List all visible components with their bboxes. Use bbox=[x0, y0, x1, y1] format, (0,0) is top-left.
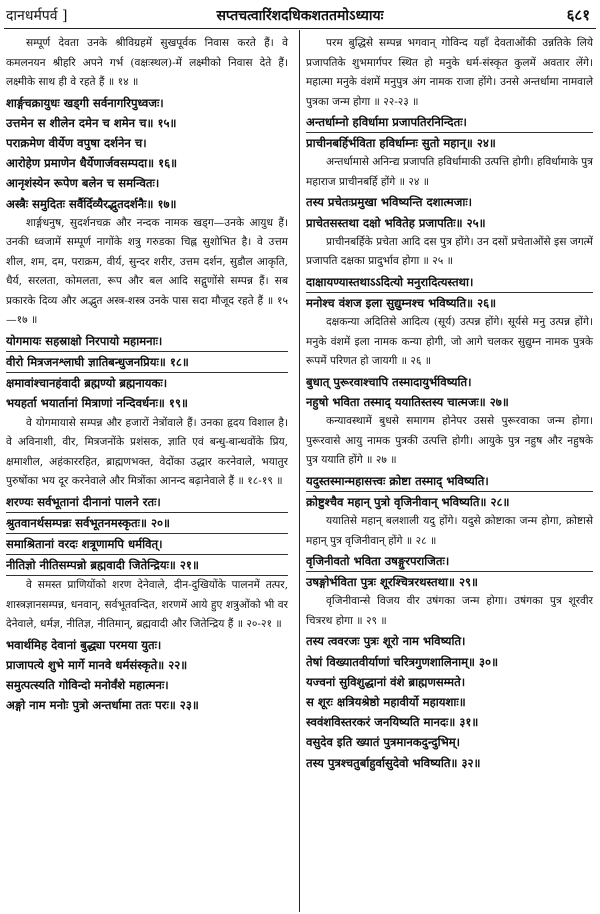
sanskrit-verse-line: वृजिनीवतो भविता उषङ्गुरपराजितः। bbox=[306, 551, 593, 572]
sanskrit-verse-line: आनृशंस्येन रूपेण बलेन च समन्वितः। bbox=[6, 176, 160, 191]
sanskrit-verse-line: तस्य प्रचेतःप्रमुखा भविष्यन्ति दशात्मजाः। bbox=[306, 195, 473, 210]
sanskrit-verse-line: समुत्पत्स्यति गोविन्दो मनोर्वंशे महात्मनः। bbox=[6, 678, 169, 693]
sanskrit-verse-line: पराक्रमेण वीर्येण वपुषा दर्शनेन च। bbox=[6, 135, 147, 150]
hindi-translation-paragraph: परम बुद्धिसे सम्पन्न भगवान् गोविन्द यहाँ देवताओंकी उन्नतिके लिये प्रजापतिके शुभमार्गपर स्थित हो मनुके धर्म-संस्कृत कुलमें अवतार लेंगे। महात्मा मनुके वंशमें मनुपुत्र अंग नामक राजा होंगे। उनसे अन्तर्धामा नामवाले पुत्रका जन्म होगा ॥ २२-२३ ॥ bbox=[306, 37, 593, 108]
sanskrit-verse-line: क्रोष्टुश्चैव महान् पुत्रो वृजिनीवान् भविष्यति॥ २८॥ bbox=[306, 494, 510, 509]
left-column bbox=[6, 34, 288, 716]
sanskrit-verse-line: वीरो मित्रजनश्लाघी ज्ञातिबन्धुजनप्रियः॥ १८॥ bbox=[6, 352, 288, 373]
sanskrit-verse-line: क्षमावांश्चानहंवादी ब्रह्मण्यो ब्रह्मनायकः। bbox=[6, 376, 168, 391]
hindi-translation-paragraph: वृजिनीवान्से विजय वीर उषंगका जन्म होगा। उषंगका पुत्र शूरवीर चित्ररथ होगा ॥ २९ ॥ bbox=[306, 595, 593, 627]
sanskrit-verse-line: उत्तमेन स शीलेन दमेन च शमेन च॥ १५॥ bbox=[6, 115, 177, 130]
sanskrit-verse-line: श्रुतवानर्थसम्पन्नः सर्वभूतनमस्कृतः॥ २०॥ bbox=[6, 513, 288, 534]
sanskrit-verse-line: स शूरः क्षत्रियश्रेष्ठो महावीर्यो महायशाः॥ bbox=[306, 695, 466, 710]
sanskrit-verse-line: प्राचीनबर्हिर्भविता हविर्धाम्नः सुतो महान्॥ २४॥ bbox=[306, 136, 496, 151]
sanskrit-verse-line: भवार्थमिह देवानां बुद्ध्या परमया युतः। bbox=[6, 637, 162, 652]
hindi-translation-paragraph: ययातिसे महान् बलशाली यदु होंगे। यदुसे क्रोष्टाका जन्म होगा, क्रोष्टासे महान् पुत्र वृजिनीवान् होंगे ॥ २८ ॥ bbox=[306, 515, 593, 547]
chapter-title: सप्तचत्वारिंशदधिकशततमोऽध्यायः bbox=[216, 8, 384, 24]
page-number: ६८१ bbox=[566, 6, 590, 24]
hindi-translation-paragraph: अन्तर्धामासे अनिन्द्य प्रजापति हविर्धामाकी उत्पत्ति होगी। हविर्धामाके पुत्र महाराज प्राचीनबर्हि होंगे ॥ २४ ॥ bbox=[306, 156, 593, 188]
page-header bbox=[0, 0, 600, 30]
sanskrit-verse-line: स्ववंशविस्तरकरं जनयिष्यति मानदः॥ ३१॥ bbox=[306, 715, 479, 730]
hindi-translation-paragraph: वे योगमायासे सम्पन्न और हजारों नेत्रोंवाले हैं। उनका हृदय विशाल है। वे अविनाशी, वीर, मित्रजनोंके प्रशंसक, ज्ञाति एवं बन्धु-बान्धवोंके प्रिय, क्षमाशील, अहंकाररहित, ब्राह्मणभक्त, वेदोंका उद्धार करनेवाले, भयातुर पुरुषोंका भय दूर करनेवाले और मित्रोंका आनन्द बढ़ानेवाले हैं ॥ १८-१९ ॥ bbox=[6, 416, 288, 488]
section-title: दानधर्मपर्व ] bbox=[6, 8, 68, 24]
sanskrit-verse-line: यज्वनां सुविशुद्धानां वंशे ब्राह्मणसम्मते। bbox=[306, 674, 466, 689]
sanskrit-verse-line: आरोहेण प्रमाणेन धैर्येणार्जवसम्पदा॥ १६॥ bbox=[6, 156, 178, 171]
sanskrit-verse-line: समाश्रितानां वरदः शत्रूणामपि धर्मवित्। bbox=[6, 534, 288, 555]
hindi-translation-paragraph: कन्यावस्थामें बुधसे समागम होनेपर उससे पुरूरवाका जन्म होगा। पुरूरवासे आयु नामक पुत्रकी उत्पत्ति होगी। आयुके पुत्र नहुष और नहुषके पुत्र ययाति होंगे ॥ २७ ॥ bbox=[306, 415, 593, 467]
sanskrit-verse-line: नहुषो भविता तस्माद् ययातिस्तस्य चात्मजः॥ २७॥ bbox=[306, 394, 509, 409]
sanskrit-verse-line: अन्तर्धाम्नो हविर्धामा प्रजापतिरनिन्दितः। bbox=[306, 112, 593, 133]
hindi-translation-paragraph: प्राचीनबर्हिके प्रचेता आदि दस पुत्र होंगे। उन दसों प्रचेताओंसे इस जगत्में प्रजापति दक्षका प्रादुर्भाव होगा ॥ २५ ॥ bbox=[306, 235, 593, 268]
sanskrit-verse-line: भयहर्ता भयार्तानां मित्राणां नन्दिवर्धनः॥ १९॥ bbox=[6, 396, 188, 411]
sanskrit-verse-line: दाक्षायण्यास्तथाऽऽदित्यो मनुरादित्यस्तथा। bbox=[306, 272, 593, 293]
column-divider bbox=[299, 30, 300, 912]
sanskrit-verse-line: योगमायः सहस्राक्षो निरपायो महामनाः। bbox=[6, 331, 288, 352]
sanskrit-verse-line: यदुस्तस्मान्महासत्त्वः क्रोष्टा तस्माद् भविष्यति। bbox=[306, 471, 593, 492]
sanskrit-verse-line: अङ्गो नाम मनोः पुत्रो अन्तर्धामा ततः परः॥ २३॥ bbox=[6, 698, 199, 713]
sanskrit-verse-line: वसुदेव इति ख्यातं पुत्रमानकदुन्दुभिम्। bbox=[306, 735, 461, 750]
right-column bbox=[306, 34, 593, 773]
sanskrit-verse-line: उषङ्गोर्भविता पुत्रः शूरश्चित्ररथस्तथा॥ २९॥ bbox=[306, 575, 478, 590]
header-rule bbox=[4, 28, 596, 29]
sanskrit-verse-line: मनोश्च वंशज इला सुद्युम्नश्च भविष्यति॥ २६॥ bbox=[306, 296, 497, 311]
sanskrit-verse-line: अस्त्रैः समुदितः सर्वैर्दिव्यैरद्भुतदर्शनैः॥ १७॥ bbox=[6, 196, 177, 211]
sanskrit-verse-line: शार्ङ्गचक्रायुधः खड्गी सर्वनागरिपुध्वजः। bbox=[6, 95, 164, 110]
hindi-translation-paragraph: सम्पूर्ण देवता उनके श्रीविग्रहमें सुखपूर्वक निवास करते हैं। वे कमलनयन श्रीहरि अपने गर्भ (वक्षःस्थल)-में लक्ष्मीको निवास देते हैं। लक्ष्मीके साथ ही वे रहते हैं ॥ १४ ॥ bbox=[6, 37, 288, 88]
sanskrit-verse-line: तस्य त्ववरजः पुत्रः शूरो नाम भविष्यति। bbox=[306, 634, 466, 649]
sanskrit-verse-line: नीतिज्ञो नीतिसम्पन्नो ब्रह्मवादी जितेन्द्रियः॥ २१॥ bbox=[6, 555, 288, 576]
hindi-translation-paragraph: दक्षकन्या अदितिसे आदित्य (सूर्य) उत्पन्न होंगे। सूर्यसे मनु उत्पन्न होंगे। मनुके वंशमें इला नामक कन्या होगी, जो आगे चलकर सुद्युम्न नामक पुत्रके रूपमें परिणत हो जायगी ॥ २६ ॥ bbox=[306, 316, 593, 368]
sanskrit-verse-line: तस्य पुत्रश्चतुर्बाहुर्वासुदेवो भविष्यति॥ ३२॥ bbox=[306, 755, 481, 770]
hindi-translation-paragraph: शार्ङ्गधनुष, सुदर्शनचक्र और नन्दक नामक खड्ग—उनके आयुध हैं। उनकी ध्वजामें सम्पूर्ण नागोंके शत्रु गरुडका चिह्न सुशोभित है। वे उत्तम शील, शम, दम, पराक्रम, वीर्य, सुन्दर शरीर, उत्तम दर्शन, सुडौल आकृति, धैर्य, सरलता, कोमलता, रूप और बल आदि सद्गुणोंसे सम्पन्न हैं। सब प्रकारके दिव्य और अद्भुत अस्त्र-शस्त्र उनके पास सदा मौजूद रहते हैं ॥ १५—१७ ॥ bbox=[6, 216, 288, 327]
sanskrit-verse-line: प्राजापत्ये शुभे मार्गे मानवे धर्मसंस्कृते॥ २२॥ bbox=[6, 658, 188, 673]
sanskrit-verse-line: बुधात् पुरूरवाश्चापि तस्मादायुर्भविष्यति। bbox=[306, 374, 472, 389]
sanskrit-verse-line: तेषां विख्यातवीर्याणां चरित्रगुणशालिनाम्॥ ३०॥ bbox=[306, 654, 499, 669]
hindi-translation-paragraph: वे समस्त प्राणियोंको शरण देनेवाले, दीन-दुखियोंके पालनमें तत्पर, शास्त्रज्ञानसम्पन्न, धनवान्, सर्वभूतवन्दित, शरणमें आये हुए शत्रुओंको भी वर देनेवाले, धर्मज्ञ, नीतिज्ञ, नीतिमान्, ब्रह्मवादी और जितेन्द्रिय हैं ॥ २०-२१ ॥ bbox=[6, 579, 288, 631]
sanskrit-verse-line: प्राचेतसस्तथा दक्षो भवितेह प्रजापतिः॥ २५॥ bbox=[306, 215, 486, 230]
sanskrit-verse-line: शरण्यः सर्वभूतानां दीनानां पालने रतः। bbox=[6, 492, 288, 513]
